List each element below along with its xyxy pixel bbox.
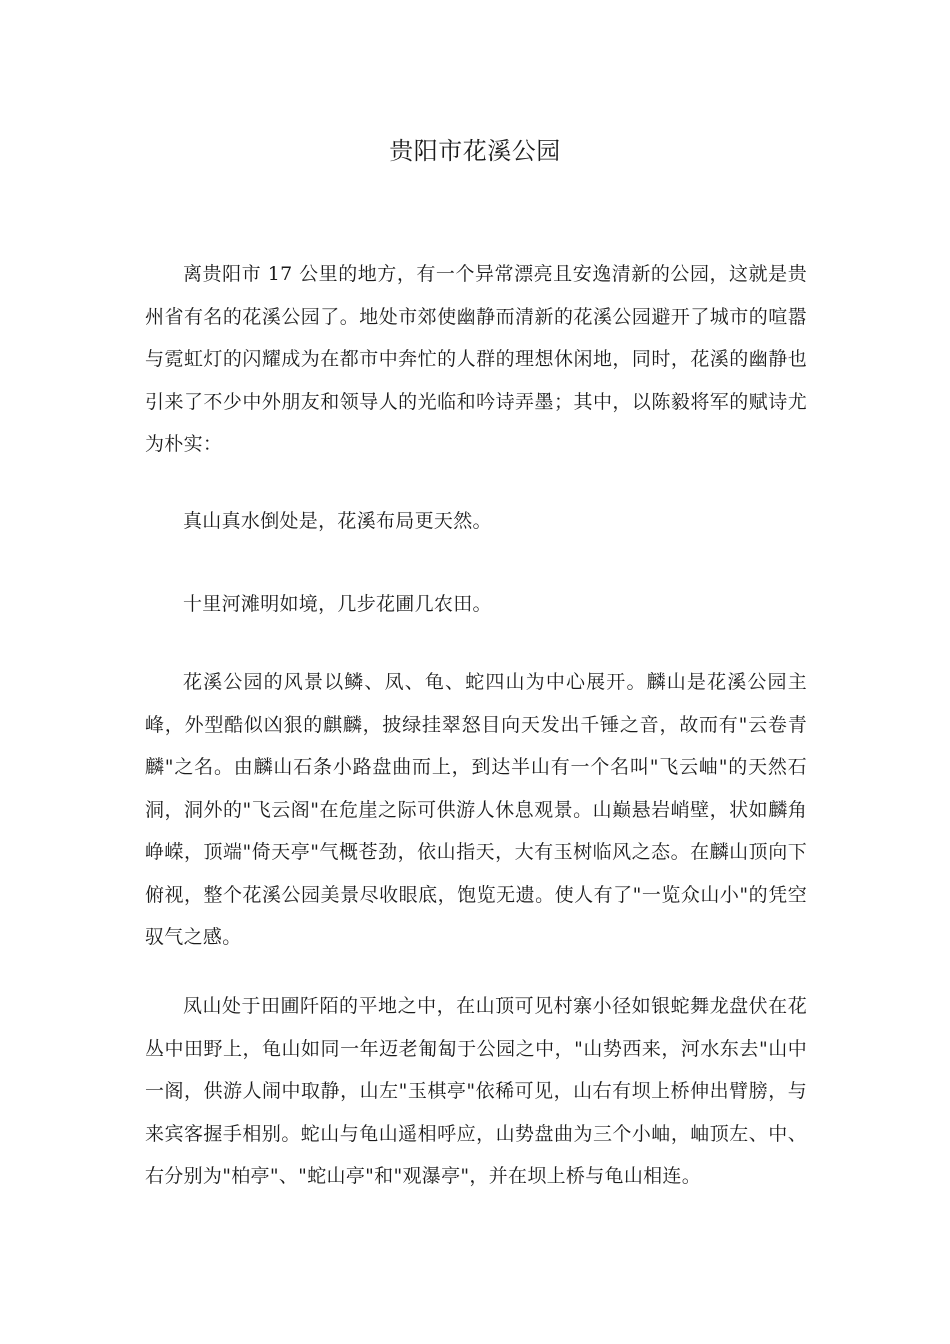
- poem-line-1: 真山真水倒处是，花溪布局更天然。: [183, 510, 492, 532]
- poem-line-2: 十里河滩明如境，几步花圃几农田。: [183, 593, 492, 615]
- paragraph-intro: 离贵阳市 17 公里的地方，有一个异常漂亮且安逸清新的公园，这就是贵州省有名的花溪公园了。地处市郊使幽静而清新的花溪公园避开了城市的喧嚣与霓虹灯的闪耀成为在都市中奔忙的人群的理想休闲地，同时，花溪的幽静也引来了不少中外朋友和领导人的光临和吟诗弄墨；其中，以陈毅将军的赋诗尤为朴实：: [145, 263, 807, 455]
- paragraph-feng-gui-she-mountains: 凤山处于田圃阡陌的平地之中，在山顶可见村寨小径如银蛇舞龙盘伏在花丛中田野上，龟山如同一年迈老匍匐于公园之中，"山势西来，河水东去"山中一阁，供游人闹中取静，山左"玉棋亭"依稀可见，山右有坝上桥伸出臂膀，与来宾客握手相别。蛇山与龟山遥相呼应，山势盘曲为三个小岫，岫顶左、中、右分别为"柏亭"、"蛇山亭"和"观瀑亭"，并在坝上桥与龟山相连。: [145, 995, 807, 1187]
- paragraph-four-mountains: 花溪公园的风景以鳞、凤、龟、蛇四山为中心展开。麟山是花溪公园主峰，外型酷似凶狠的麒麟，披绿挂翠怒目向天发出千锤之音，故而有"云卷青麟"之名。由麟山石条小路盘曲而上，到达半山有一个名叫"飞云岫"的天然石洞，洞外的"飞云阁"在危崖之际可供游人休息观景。山巅悬岩峭壁，状如麟角峥嵘，顶端"倚天亭"气概苍劲，依山指天，大有玉树临风之态。在麟山顶向下俯视，整个花溪公园美景尽收眼底，饱览无遗。使人有了"一览众山小"的凭空驭气之感。: [145, 671, 807, 948]
- document-title: 贵阳市花溪公园: [389, 137, 561, 165]
